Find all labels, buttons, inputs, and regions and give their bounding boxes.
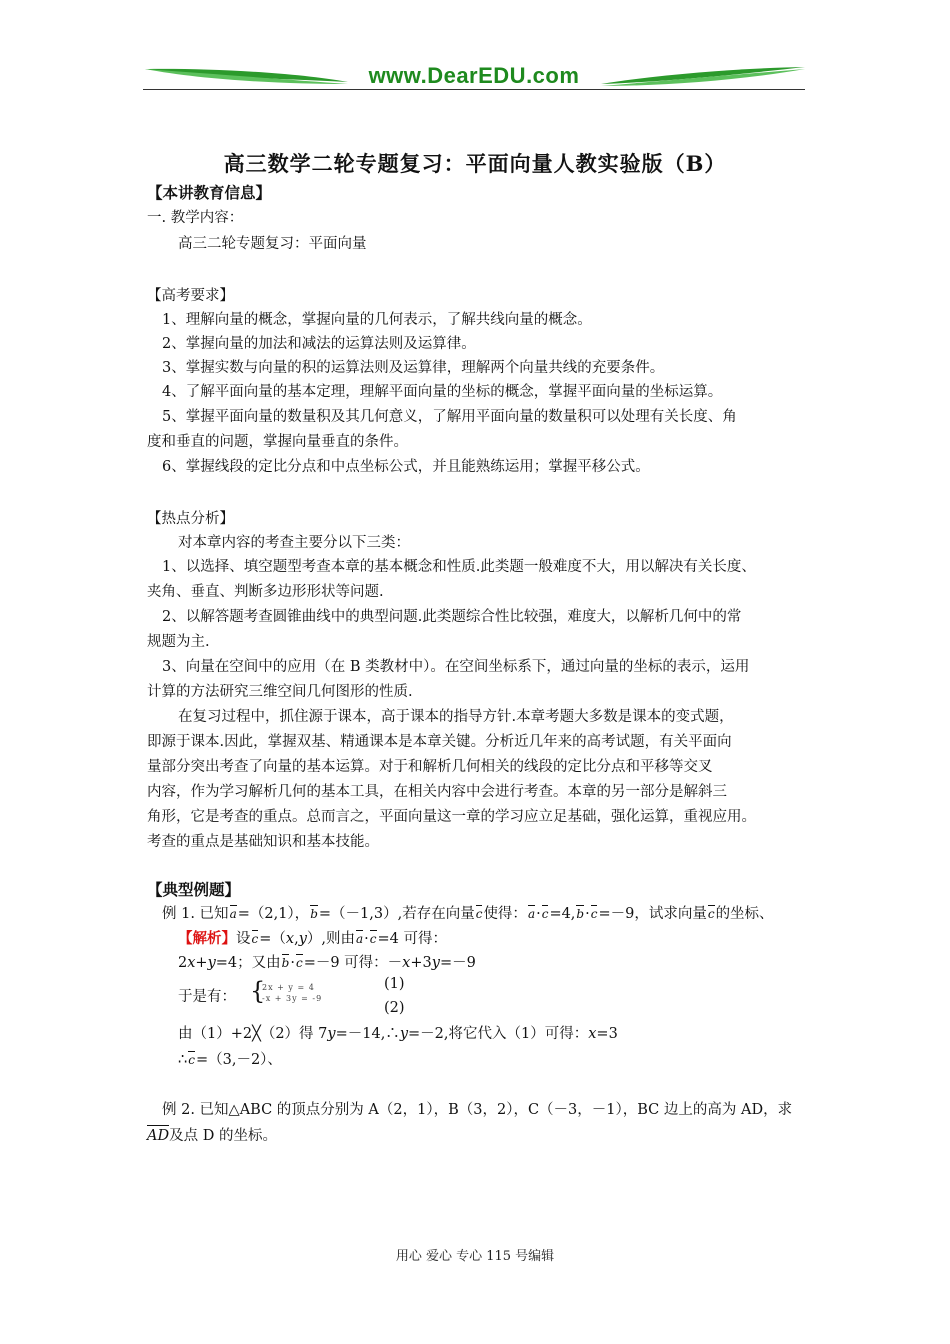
section-heading-info: 【本讲教育信息】 <box>147 183 272 202</box>
example-2-problem-cont: AD及点 D 的坐标。 <box>147 1128 277 1144</box>
example-1-answer: ∴c=（3,－2）、 <box>178 1052 282 1068</box>
analysis-line: 1、以选择、填空题型考查本章的基本概念和性质.此类题一般难度不大，用以解决有关长度、 <box>162 559 756 575</box>
analysis-line: 角形，它是考查的重点。总而言之，平面向量这一章的学习应立足基础，强化运算，重视应用。 <box>147 809 756 825</box>
equation-tag-2: (2) <box>384 1000 405 1016</box>
analysis-line: 计算的方法研究三维空间几何图形的性质. <box>147 684 413 700</box>
analysis-line: 考查的重点是基础知识和基本技能。 <box>147 834 379 850</box>
site-logo-text: www.DearEDU.com <box>368 63 580 88</box>
teaching-content: 高三二轮专题复习：平面向量 <box>178 236 367 252</box>
system-eq-2: -x + 3y = -9 <box>262 994 323 1003</box>
teaching-content-label: 一. 教学内容： <box>147 210 244 226</box>
page-footer: 用心 爱心 专心 115 号编辑 <box>395 1249 555 1264</box>
example-1-equations: 2x+y=4；又由b·c=－9 可得：－x+3y=－9 <box>178 955 476 971</box>
analysis-line: 对本章内容的考查主要分以下三类： <box>178 535 410 551</box>
system-label: 于是有： <box>178 989 236 1005</box>
analysis-line: 量部分突出考查了向量的基本运算。对于和解析几何相关的线段的定比分点和平移等交叉 <box>147 759 713 775</box>
solution-label: 【解析】 <box>178 930 236 947</box>
example-2-problem: 例 2. 已知△ABC 的顶点分别为 A（2，1），B（3，2），C（－3，－1），BC 边上的高为 AD，求 <box>162 1102 793 1118</box>
analysis-line: 即源于课本.因此，掌握双基、精通课本是本章关键。分析近几年来的高考试题，有关平面向 <box>147 734 732 750</box>
analysis-line: 2、以解答题考查圆锥曲线中的典型问题.此类题综合性比较强，难度大，以解析几何中的常 <box>162 609 742 625</box>
example-1-result: 由（1）+2╳（2）得 7y=－14,∴y=－2,将它代入（1）可得：x=3 <box>178 1026 618 1042</box>
requirement-item: 度和垂直的问题，掌握向量垂直的条件。 <box>147 434 408 450</box>
requirement-item: 2、掌握向量的加法和减法的运算法则及运算律。 <box>162 336 476 352</box>
example-1-solution-intro: 【解析】设c=（x,y）,则由a·c=4 可得： <box>178 930 447 947</box>
section-heading-requirements: 【高考要求】 <box>147 288 234 304</box>
requirement-item: 4、了解平面向量的基本定理，理解平面向量的坐标的概念，掌握平面向量的坐标运算。 <box>162 384 723 400</box>
document-title: 高三数学二轮专题复习：平面向量人教实验版（B） <box>223 151 727 176</box>
analysis-line: 在复习过程中，抓住源于课本，高于课本的指导方针.本章考题大多数是课本的变式题， <box>178 709 734 725</box>
requirement-item: 6、掌握线段的定比分点和中点坐标公式，并且能熟练运用；掌握平移公式。 <box>162 459 650 475</box>
requirement-item: 3、掌握实数与向量的积的运算法则及运算律，理解两个向量共线的充要条件。 <box>162 360 665 376</box>
equation-tag-1: (1) <box>384 976 405 992</box>
requirement-item: 5、掌握平面向量的数量积及其几何意义，了解用平面向量的数量积可以处理有关长度、角 <box>162 409 737 425</box>
analysis-line: 夹角、垂直、判断多边形形状等问题. <box>147 584 384 600</box>
equation-system <box>262 984 322 1003</box>
example-1-problem: 例 1. 已知a=（2,1），b=（－1,3）,若存在向量c使得：a·c=4,b·c=－9，试求向量c的坐标、 <box>162 906 774 922</box>
vector-ad: AD <box>147 1128 170 1144</box>
requirement-item: 1、理解向量的概念，掌握向量的几何表示，了解共线向量的概念。 <box>162 312 592 328</box>
analysis-line: 规题为主. <box>147 634 210 650</box>
header-rule <box>143 89 805 90</box>
system-eq-1: 2x + y = 4 <box>262 983 315 992</box>
analysis-line: 内容，作为学习解析几何的基本工具，在相关内容中会进行考查。本章的另一部分是解斜三 <box>147 784 727 800</box>
analysis-line: 3、向量在空间中的应用（在 B 类教材中）。在空间坐标系下，通过向量的坐标的表示，运用 <box>162 659 750 675</box>
section-heading-examples: 【典型例题】 <box>147 880 241 899</box>
section-heading-analysis: 【热点分析】 <box>147 511 234 527</box>
system-brace: { <box>250 977 266 1005</box>
